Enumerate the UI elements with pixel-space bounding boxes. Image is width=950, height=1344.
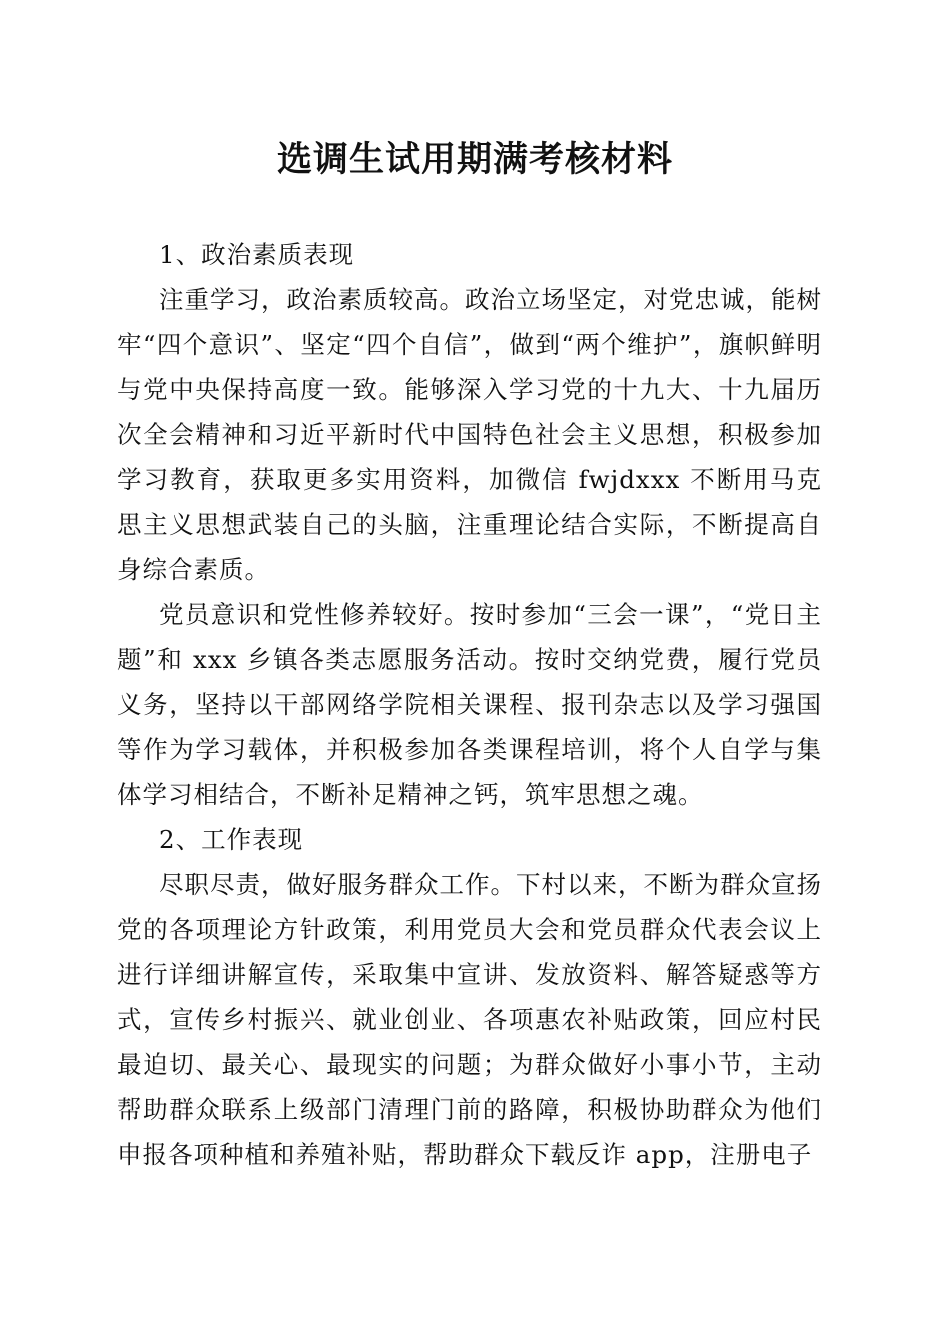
paragraph-party-awareness: 党员意识和党性修养较好。按时参加“三会一课”，“党日主题”和 xxx 乡镇各类志愿服务活动。按时交纳党费，履行党员义务，坚持以干部网络学院相关课程、报刊杂志以及学习强国等作为学习载体，并积极参加各类课程培训，将个人自学与集体学习相结合，不断补足精神之钙，筑牢思想之魂。 xyxy=(117,600,822,809)
section-heading-political: 1、政治素质表现 xyxy=(159,240,355,269)
document-body xyxy=(117,232,822,1177)
paragraph-study: 注重学习，政治素质较高。政治立场坚定，对党忠诚，能树牢“四个意识”、坚定“四个自信”，做到“两个维护”，旗帜鲜明与党中央保持高度一致。能够深入学习党的十九大、十九届历次全会精神和习近平新时代中国特色社会主义思想，积极参加学习教育，获取更多实用资料，加微信 fwjdxxx 不断用马克思主义思想武装自己的头脑，注重理论结合实际，不断提高自身综合素质。 xyxy=(117,285,822,584)
paragraph-service: 尽职尽责，做好服务群众工作。下村以来，不断为群众宣扬党的各项理论方针政策，利用党员大会和党员群众代表会议上进行详细讲解宣传，采取集中宣讲、发放资料、解答疑惑等方式，宣传乡村振兴、就业创业、各项惠农补贴政策，回应村民最迫切、最关心、最现实的问题；为群众做好小事小节，主动帮助群众联系上级部门清理门前的路障，积极协助群众为他们申报各项种植和养殖补贴，帮助群众下载反诈 app，注册电子 xyxy=(117,870,822,1169)
document-title: 选调生试用期满考核材料 xyxy=(276,139,673,180)
section-heading-work: 2、工作表现 xyxy=(159,825,304,854)
